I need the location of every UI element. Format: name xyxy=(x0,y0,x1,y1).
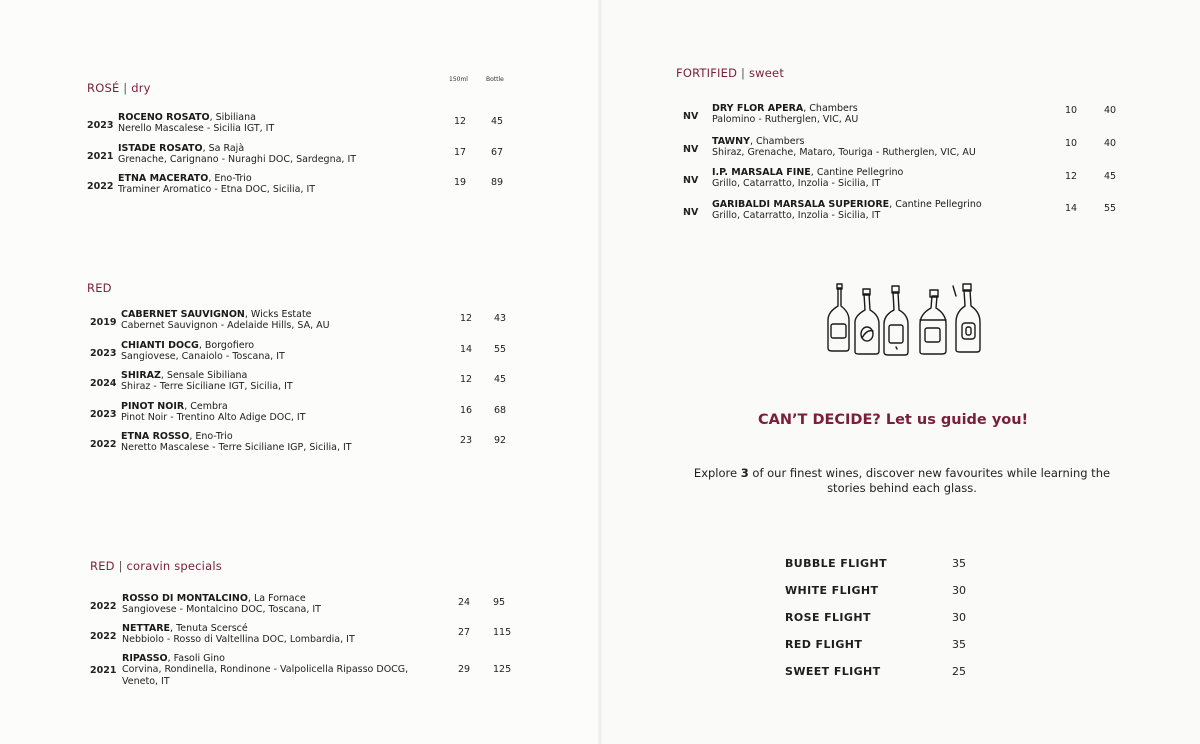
column-header-glass: 150ml xyxy=(449,76,468,83)
bottle-price: 45 xyxy=(1104,171,1117,182)
wine-name: SHIRAZ, Sensale Sibiliana xyxy=(121,370,248,381)
wine-item-ip-marsala-fine xyxy=(683,167,1123,195)
bottle-price: 92 xyxy=(494,435,507,446)
wine-description: Sangiovese - Montalcino DOC, Toscana, IT xyxy=(122,604,321,615)
flight-price: 35 xyxy=(952,638,966,651)
wine-name: RIPASSO, Fasoli Gino xyxy=(122,653,225,664)
page-fold xyxy=(598,0,602,744)
flight-price: 30 xyxy=(952,611,966,624)
wine-item-istade-rosato xyxy=(87,143,517,171)
wine-name: GARIBALDI MARSALA SUPERIORE, Cantine Pellegrino xyxy=(712,199,982,210)
coravin-section-title: RED | coravin specials xyxy=(90,559,222,573)
vintage: 2023 xyxy=(90,348,117,359)
glass-price: 12 xyxy=(460,374,473,385)
column-header-bottle: Bottle xyxy=(486,76,504,83)
bottle-price: 40 xyxy=(1104,105,1117,116)
wine-item-shiraz xyxy=(90,370,520,398)
wine-item-chianti-docg xyxy=(90,340,520,368)
glass-price: 24 xyxy=(458,597,471,608)
glass-price: 14 xyxy=(1065,203,1078,214)
wine-description: Traminer Aromatico - Etna DOC, Sicilia, IT xyxy=(118,184,316,195)
glass-price: 23 xyxy=(460,435,473,446)
glass-price: 12 xyxy=(1065,171,1078,182)
bottle-price: 45 xyxy=(494,374,507,385)
bottle-price: 89 xyxy=(491,177,504,188)
wine-description-line-2: Veneto, IT xyxy=(122,676,170,687)
flight-price: 30 xyxy=(952,584,966,597)
wine-name: CHIANTI DOCG, Borgofiero xyxy=(121,340,255,351)
wine-item-roceno-rosato xyxy=(87,112,517,140)
glass-price: 27 xyxy=(458,627,471,638)
fortified-section-title: FORTIFIED | sweet xyxy=(676,66,785,80)
flight-name: WHITE FLIGHT xyxy=(785,584,879,597)
wine-bottles-sketch-icon xyxy=(820,280,986,356)
wine-item-ripasso xyxy=(90,653,520,693)
wine-item-tawny xyxy=(683,136,1123,164)
flight-name: SWEET FLIGHT xyxy=(785,665,881,678)
wine-description: Pinot Noir - Trentino Alto Adige DOC, IT xyxy=(121,412,306,423)
flight-price: 35 xyxy=(952,557,966,570)
wine-item-garibaldi-marsala-superiore xyxy=(683,199,1123,227)
wine-name: TAWNY, Chambers xyxy=(712,136,805,147)
vintage: 2022 xyxy=(90,601,117,612)
glass-price: 17 xyxy=(454,147,467,158)
glass-price: 29 xyxy=(458,664,471,675)
glass-price: 12 xyxy=(460,313,473,324)
bottle-price: 43 xyxy=(494,313,507,324)
fortified-section-header xyxy=(676,66,784,80)
bottle-price: 45 xyxy=(491,116,504,127)
wine-description: Nebbiolo - Rosso di Valtellina DOC, Lombardia, IT xyxy=(122,634,355,645)
vintage: NV xyxy=(683,207,699,218)
vintage: NV xyxy=(683,144,699,155)
glass-price: 10 xyxy=(1065,138,1078,149)
wine-item-nettare xyxy=(90,623,520,651)
wine-name: ETNA MACERATO, Eno-Trio xyxy=(118,173,252,184)
wine-description: Palomino - Rutherglen, VIC, AU xyxy=(712,114,859,125)
bottle-price: 67 xyxy=(491,147,504,158)
vintage: NV xyxy=(683,111,699,122)
wine-description: Nerello Mascalese - Sicilia IGT, IT xyxy=(118,123,275,134)
vintage: NV xyxy=(683,175,699,186)
vintage: 2021 xyxy=(87,151,114,162)
flight-name: RED FLIGHT xyxy=(785,638,863,651)
wine-name: NETTARE, Tenuta Scerscé xyxy=(122,623,248,634)
wine-description: Grenache, Carignano - Nuraghi DOC, Sardegna, IT xyxy=(118,154,357,165)
vintage: 2023 xyxy=(90,409,117,420)
coravin-section-header xyxy=(90,559,222,573)
bottle-price: 115 xyxy=(493,627,512,638)
glass-price: 14 xyxy=(460,344,473,355)
glass-price: 12 xyxy=(454,116,467,127)
glass-price: 19 xyxy=(454,177,467,188)
wine-description: Shiraz, Grenache, Mataro, Touriga - Rutherglen, VIC, AU xyxy=(712,147,976,158)
vintage: 2024 xyxy=(90,378,117,389)
vintage: 2023 xyxy=(87,120,114,131)
bottle-price: 55 xyxy=(1104,203,1117,214)
wine-item-cabernet-sauvignon xyxy=(90,309,520,337)
wine-description: Grillo, Catarratto, Inzolia - Sicilia, IT xyxy=(712,210,881,221)
bottle-price: 125 xyxy=(493,664,512,675)
bottle-price: 55 xyxy=(494,344,507,355)
wine-name: I.P. MARSALA FINE, Cantine Pellegrino xyxy=(712,167,904,178)
wine-name: ROSSO DI MONTALCINO, La Fornace xyxy=(122,593,306,604)
flight-price: 25 xyxy=(952,665,966,678)
wine-description: Shiraz - Terre Siciliane IGT, Sicilia, IT xyxy=(121,381,293,392)
rose-section-title: ROSÉ | dry xyxy=(87,81,151,95)
flight-name: ROSE FLIGHT xyxy=(785,611,871,624)
wine-item-etna-rosso xyxy=(90,431,520,459)
vintage: 2022 xyxy=(90,439,117,450)
flight-name: BUBBLE FLIGHT xyxy=(785,557,887,570)
wine-description: Cabernet Sauvignon - Adelaide Hills, SA, AU xyxy=(121,320,330,331)
wine-name: ROCENO ROSATO, Sibiliana xyxy=(118,112,256,123)
red-section-header xyxy=(87,281,112,295)
wine-description: Grillo, Catarratto, Inzolia - Sicilia, IT xyxy=(712,178,881,189)
vintage: 2022 xyxy=(90,631,117,642)
vintage: 2022 xyxy=(87,181,114,192)
wine-name: ISTADE ROSATO, Sa Rajà xyxy=(118,143,245,154)
wine-name: ETNA ROSSO, Eno-Trio xyxy=(121,431,233,442)
wine-description: Sangiovese, Canaiolo - Toscana, IT xyxy=(121,351,285,362)
wine-item-rosso-di-montalcino xyxy=(90,593,520,621)
wine-name: DRY FLOR APERA, Chambers xyxy=(712,103,858,114)
glass-price: 16 xyxy=(460,405,473,416)
guide-heading: CAN’T DECIDE? Let us guide you! xyxy=(758,412,1029,428)
vintage: 2019 xyxy=(90,317,117,328)
wine-item-etna-macerato xyxy=(87,173,517,201)
wine-description: Neretto Mascalese - Terre Siciliane IGP, Sicilia, IT xyxy=(121,442,352,453)
wine-item-dry-flor-apera xyxy=(683,103,1123,131)
bottle-price: 40 xyxy=(1104,138,1117,149)
wine-item-pinot-noir xyxy=(90,401,520,429)
glass-price: 10 xyxy=(1065,105,1078,116)
bottle-price: 95 xyxy=(493,597,506,608)
wine-name: CABERNET SAUVIGNON, Wicks Estate xyxy=(121,309,312,320)
red-section-title: RED xyxy=(87,281,112,295)
wine-name: PINOT NOIR, Cembra xyxy=(121,401,228,412)
guide-description: Explore 3 of our finest wines, discover new favourites while learning the stories behind each glass. xyxy=(693,466,1111,495)
wine-description: Corvina, Rondinella, Rondinone - Valpolicella Ripasso DOCG, xyxy=(122,664,409,675)
vintage: 2021 xyxy=(90,665,117,676)
rose-section-header xyxy=(87,81,151,95)
bottle-price: 68 xyxy=(494,405,507,416)
